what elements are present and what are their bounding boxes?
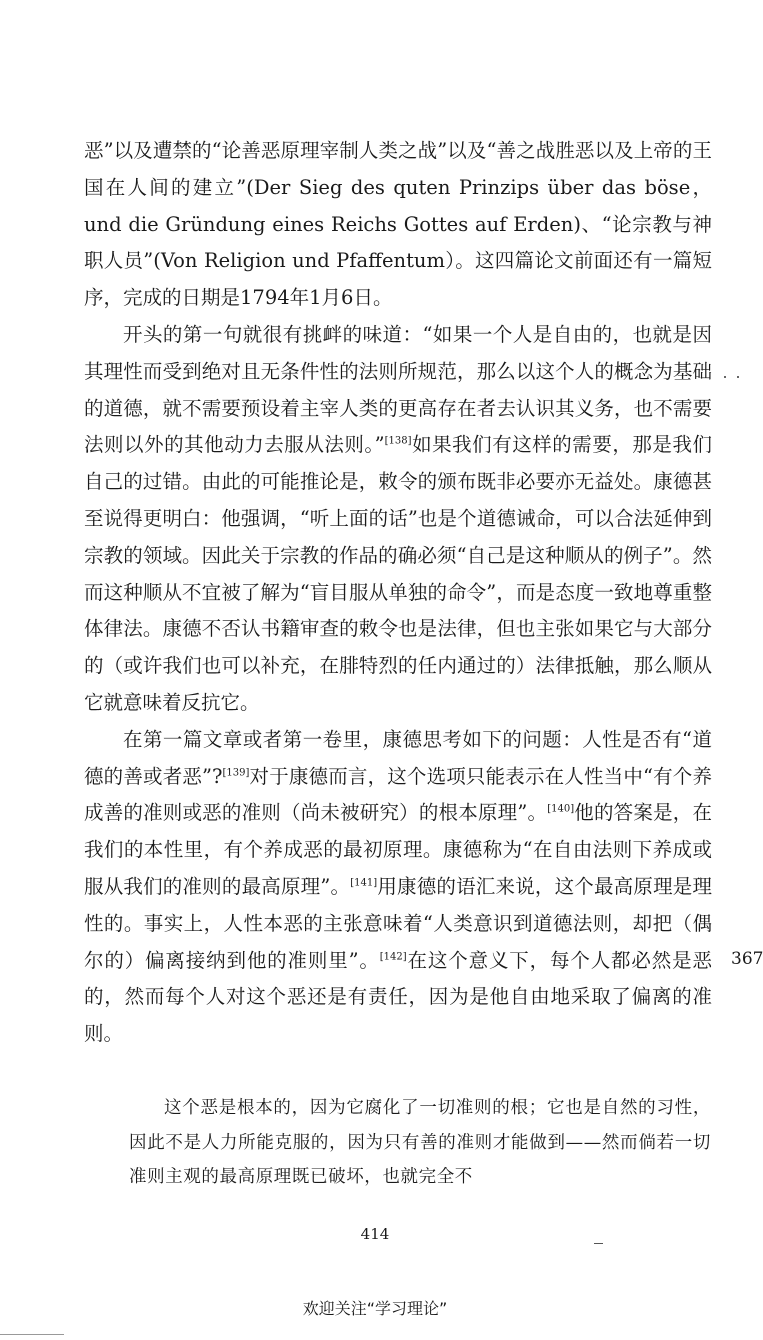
scan-mark xyxy=(594,1243,603,1244)
footnote-ref: [140] xyxy=(547,803,575,815)
footnote-ref: [139] xyxy=(222,767,250,779)
scan-speck xyxy=(724,376,726,378)
text-segment: 对于康德而言，这个选项只能表示在人性当中“有个养成善的准则或恶的准则（尚未被研究）的根本原理”。 xyxy=(84,764,712,825)
footnote-ref: [141] xyxy=(350,877,378,889)
paragraph xyxy=(84,722,712,1053)
body-text xyxy=(84,133,712,1053)
paragraph xyxy=(84,133,712,317)
text-segment: 在第一篇文章或者第一卷里，康德思考如下的问题：人性是否有“道德的善或者恶”? xyxy=(84,727,712,788)
text-segment: 开头的第一句就很有挑衅的味道：“如果一个人是自由的，也就是因其理性而受到绝对且无条件性的法则所规范，那么以这个人的概念为基础的道德，就不需要预设着主宰人类的更高存在者去认识其义务，也不需要法则以外的其他动力去服从法则。” xyxy=(84,322,712,457)
block-quote-text: 这个恶是根本的，因为它腐化了一切准则的根；它也是自然的习性，因此不是人力所能克服的，因为只有善的准则才能做到——然而倘若一切准则主观的最高原理既已破坏，也就完全不 xyxy=(129,1098,711,1187)
margin-page-reference: 367 xyxy=(731,949,763,969)
footer-note: 欢迎关注“学习理论” xyxy=(302,1299,448,1318)
text-segment: 如果我们有这样的需要，那是我们自己的过错。由此的可能推论是，敕令的颁布既非必要亦无益处。康德甚至说得更明白：他强调，“听上面的话”也是个道德诫命，可以合法延伸到宗教的领域。因此关于宗教的作品的确必须“自己是这种顺从的例子”。然而这种顺从不宜被了解为“盲目服从单独的命令”，而是态度一致地尊重整体律法。康德不否认书籍审查的敕令也是法律，但也主张如果它与大部分的（或许我们也可以补充，在腓特烈的任内通过的）法律抵触，那么顺从它就意味着反抗它。 xyxy=(84,433,712,714)
text-segment: 用康德的语汇来说，这个最高原理是理性的。事实上，人性本恶的主张意味着“人类意识到道德法则，却把（偶尔的）偏离接纳到他的准则里”。 xyxy=(84,874,712,972)
scan-speck xyxy=(737,376,739,378)
text-segment: 恶”以及遭禁的“论善恶原理宰制人类之战”以及“善之战胜恶以及上帝的王国在人间的建立”(Der Sieg des quten Prinzips über das böse，und die Gründung eines Reichs Gottes auf Erden)、“论宗教与神职人员”(Von Religion und Pfaffentum）。这四篇论文前面还有一篇短序，完成的日期是1794年1月6日。 xyxy=(84,139,712,310)
text-segment: 他的答案是，在我们的本性里，有个养成恶的最初原理。康德称为“在自由法则下养成或服从我们的准则的最高原理”。 xyxy=(84,801,712,898)
text-segment: 在这个意义下，每个人都必然是恶的，然而每个人对这个恶还是有责任，因为是他自由地采取了偏离的准则。 xyxy=(84,948,712,1046)
block-quote xyxy=(129,1091,711,1195)
paragraph xyxy=(84,317,712,722)
footnote-ref: [138] xyxy=(384,435,412,447)
page-number: 414 xyxy=(360,1225,390,1243)
footnote-ref: [142] xyxy=(379,951,407,963)
scan-mark xyxy=(0,1334,64,1335)
